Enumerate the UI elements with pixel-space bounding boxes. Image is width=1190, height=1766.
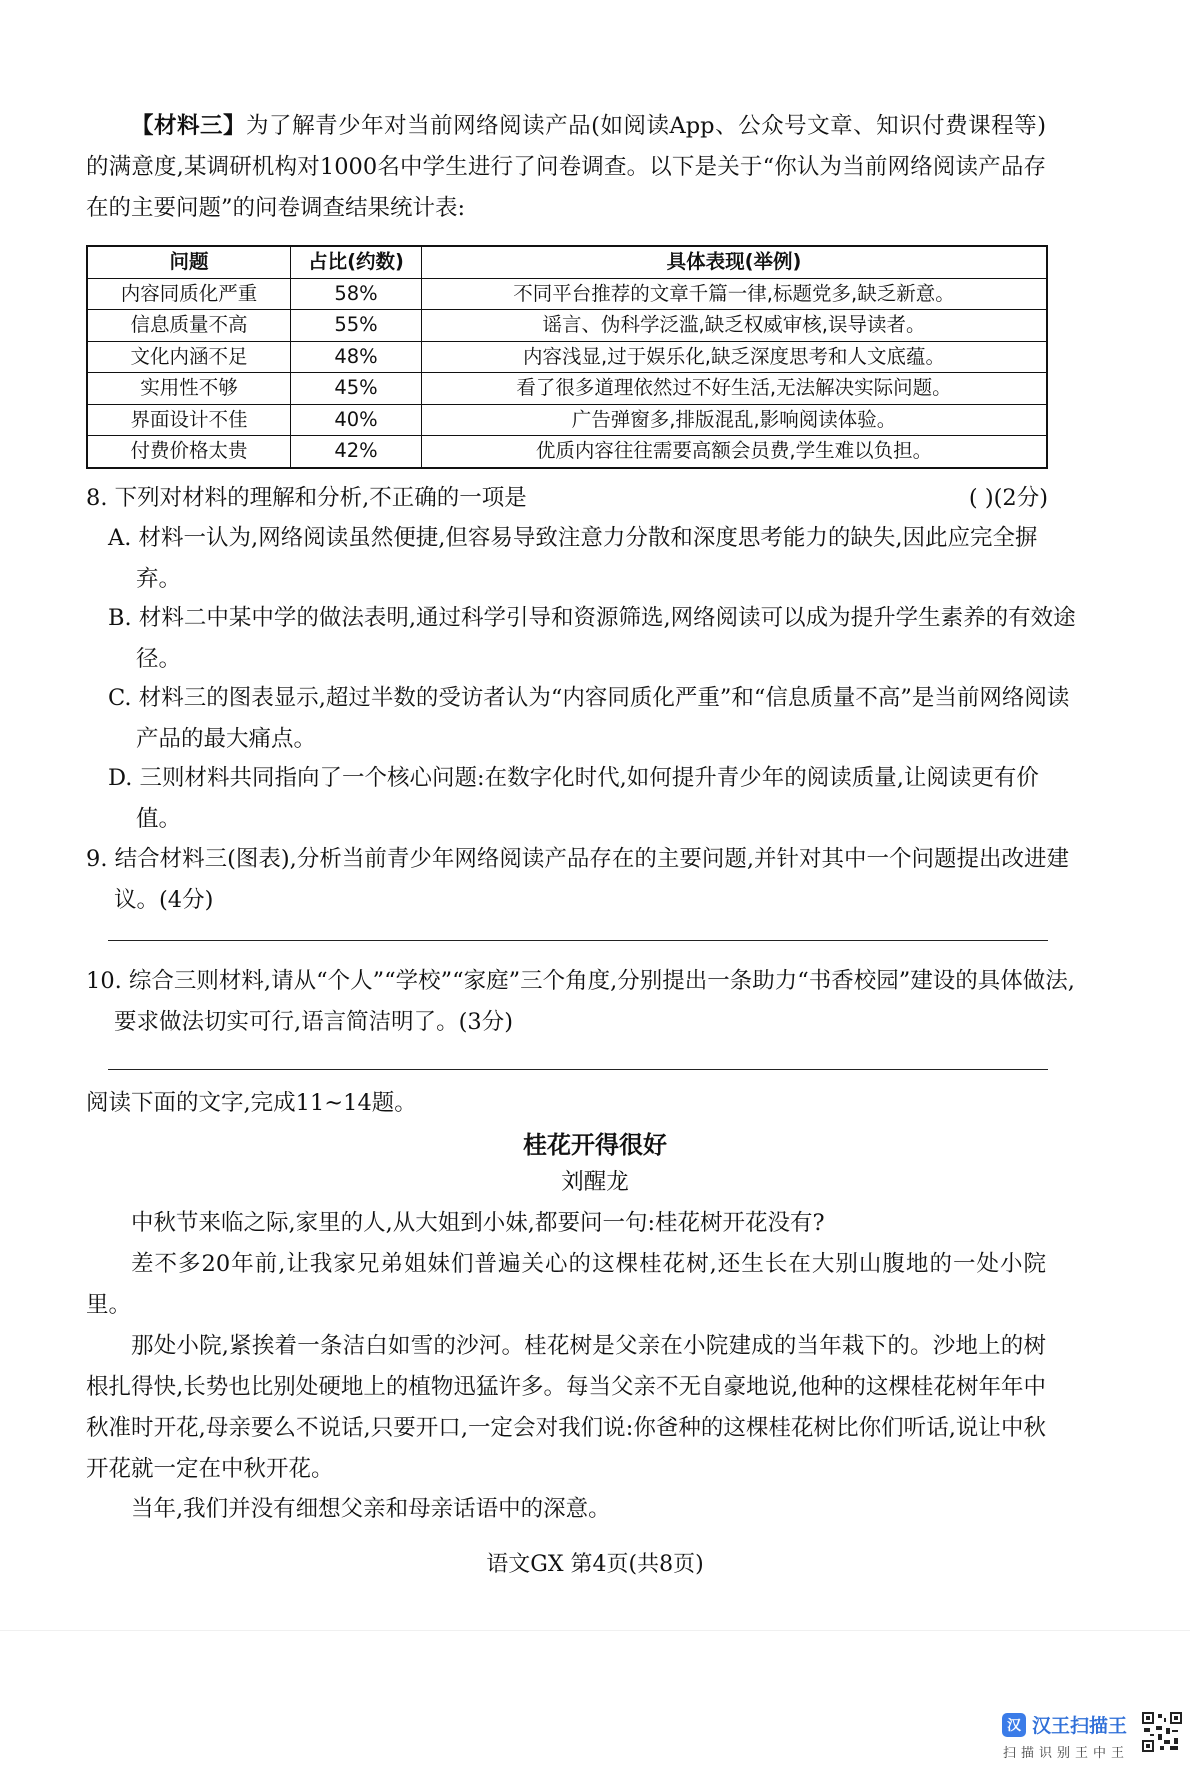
table-row bbox=[87, 404, 1047, 436]
survey-table bbox=[86, 245, 1048, 469]
article-paragraph: 那处小院,紧挨着一条洁白如雪的沙河。桂花树是父亲在小院建成的当年栽下的。沙地上的树根扎得快,长势也比别处硬地上的植物迅猛许多。每当父亲不无自豪地说,他种的这棵桂花树年年中秋准时开花,母亲要么不说话,只要开口,一定会对我们说:你爸种的这棵桂花树比你们听话,说让中秋开花就一定在中秋开花。 bbox=[86, 1333, 1046, 1482]
scanner-slogan: 扫描识别王中王 bbox=[1003, 1746, 1130, 1761]
table-row bbox=[87, 436, 1047, 468]
header-detail: 具体表现(举例) bbox=[422, 246, 1048, 278]
article-paragraph: 差不多20年前,让我家兄弟姐妹们普遍关心的这棵桂花树,还生长在大别山腹地的一处小院里。 bbox=[86, 1251, 1046, 1318]
scanner-brand-name: 汉王扫描王 bbox=[1032, 1715, 1128, 1737]
scanner-watermark bbox=[1002, 1711, 1127, 1738]
article-paragraph: 中秋节来临之际,家里的人,从大姐到小妹,都要问一句:桂花树开花没有? bbox=[131, 1210, 825, 1236]
page-footer: 语文GX 第4页(共8页) bbox=[486, 1552, 704, 1577]
cell-problem: 实用性不够 bbox=[87, 373, 291, 405]
header-problem: 问题 bbox=[87, 246, 291, 278]
cell-problem: 付费价格太贵 bbox=[87, 436, 291, 468]
reading-intro: 阅读下面的文字,完成11~14题。 bbox=[86, 1090, 417, 1116]
cell-detail: 不同平台推荐的文章千篇一律,标题党多,缺乏新意。 bbox=[422, 278, 1048, 310]
question-9: 9. 结合材料三(图表),分析当前青少年网络阅读产品存在的主要问题,并针对其中一个问题提出改进建议。(4分) bbox=[86, 846, 1069, 913]
scanner-logo-icon: 汉 bbox=[1002, 1713, 1026, 1737]
question-10-answer-line[interactable] bbox=[108, 1069, 1048, 1070]
material3-lead: 【材料三】 bbox=[131, 113, 247, 139]
article-author: 刘醒龙 bbox=[561, 1169, 629, 1195]
cell-ratio: 48% bbox=[291, 341, 422, 373]
article-paragraph: 当年,我们并没有细想父亲和母亲话语中的深意。 bbox=[131, 1496, 611, 1522]
question-8-stem: 8. 下列对材料的理解和分析,不正确的一项是 bbox=[86, 485, 527, 511]
cell-problem: 信息质量不高 bbox=[87, 310, 291, 342]
question-9-answer-line[interactable] bbox=[108, 940, 1048, 941]
cell-ratio: 40% bbox=[291, 404, 422, 436]
cell-ratio: 55% bbox=[291, 310, 422, 342]
cell-detail: 谣言、伪科学泛滥,缺乏权威审核,误导读者。 bbox=[422, 310, 1048, 342]
cell-ratio: 45% bbox=[291, 373, 422, 405]
question-8-option-b: B. 材料二中某中学的做法表明,通过科学引导和资源筛选,网络阅读可以成为提升学生素养的有效途径。 bbox=[108, 605, 1076, 672]
table-row bbox=[87, 373, 1047, 405]
cell-ratio: 42% bbox=[291, 436, 422, 468]
table-row bbox=[87, 341, 1047, 373]
question-8-option-a: A. 材料一认为,网络阅读虽然便捷,但容易导致注意力分散和深度思考能力的缺失,因此应完全摒弃。 bbox=[108, 525, 1038, 592]
question-8-answer-slot[interactable]: ( )(2分) bbox=[968, 485, 1048, 511]
scan-edge bbox=[0, 1630, 1190, 1631]
table-row bbox=[87, 310, 1047, 342]
question-10: 10. 综合三则材料,请从“个人”“学校”“家庭”三个角度,分别提出一条助力“书香校园”建设的具体做法,要求做法切实可行,语言简洁明了。(3分) bbox=[86, 968, 1075, 1035]
header-ratio: 占比(约数) bbox=[291, 246, 422, 278]
table-header-row bbox=[87, 246, 1047, 278]
cell-problem: 界面设计不佳 bbox=[87, 404, 291, 436]
cell-detail: 看了很多道理依然过不好生活,无法解决实际问题。 bbox=[422, 373, 1048, 405]
cell-ratio: 58% bbox=[291, 278, 422, 310]
article-title: 桂花开得很好 bbox=[523, 1131, 667, 1159]
table-row bbox=[87, 278, 1047, 310]
question-8-option-d: D. 三则材料共同指向了一个核心问题:在数字化时代,如何提升青少年的阅读质量,让阅读更有价值。 bbox=[108, 765, 1039, 832]
material3-text: 为了解青少年对当前网络阅读产品(如阅读App、公众号文章、知识付费课程等)的满意度,某调研机构对1000名中学生进行了问卷调查。以下是关于“你认为当前网络阅读产品存在的主要问题”的问卷调查结果统计表: bbox=[86, 113, 1046, 221]
cell-detail: 内容浅显,过于娱乐化,缺乏深度思考和人文底蕴。 bbox=[422, 341, 1048, 373]
cell-detail: 优质内容往往需要高额会员费,学生难以负担。 bbox=[422, 436, 1048, 468]
cell-detail: 广告弹窗多,排版混乱,影响阅读体验。 bbox=[422, 404, 1048, 436]
question-8-option-c: C. 材料三的图表显示,超过半数的受访者认为“内容同质化严重”和“信息质量不高”是当前网络阅读产品的最大痛点。 bbox=[108, 685, 1070, 752]
cell-problem: 文化内涵不足 bbox=[87, 341, 291, 373]
cell-problem: 内容同质化严重 bbox=[87, 278, 291, 310]
qr-code-icon bbox=[1142, 1712, 1182, 1752]
material3-paragraph bbox=[86, 106, 1046, 229]
